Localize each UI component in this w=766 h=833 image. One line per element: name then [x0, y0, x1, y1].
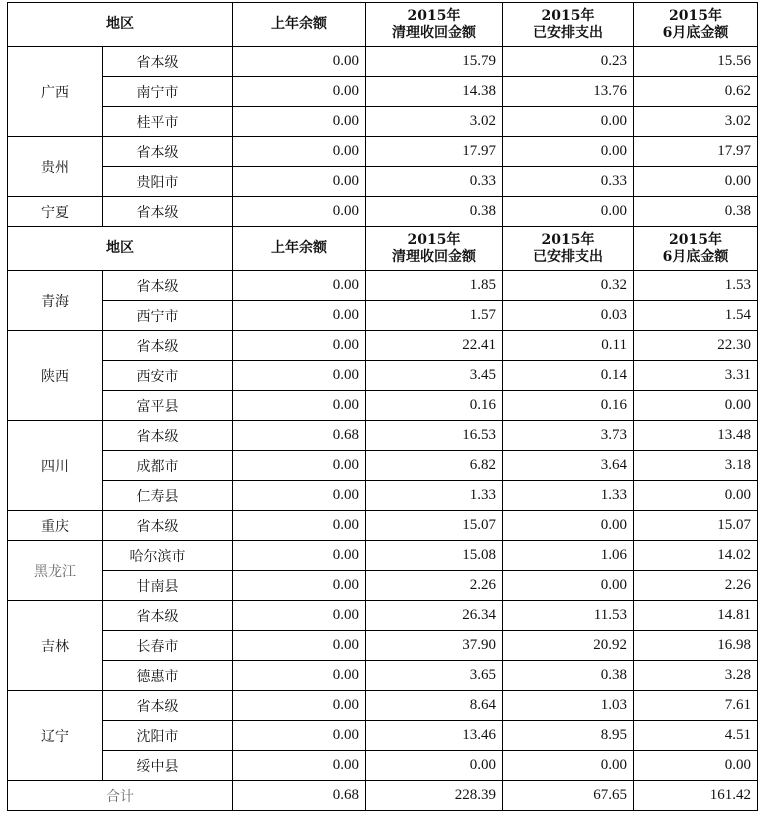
sub-region-cell: 哈尔滨市 — [103, 541, 233, 571]
june-balance-cell: 1.53 — [634, 271, 758, 301]
june-balance-cell: 13.48 — [634, 421, 758, 451]
table-row — [8, 301, 758, 331]
june-balance-cell: 7.61 — [634, 691, 758, 721]
prev-balance-cell: 0.00 — [233, 137, 366, 167]
header-recovered — [366, 227, 503, 271]
prev-balance-cell: 0.00 — [233, 361, 366, 391]
sub-region-cell: 沈阳市 — [103, 721, 233, 751]
region-cell: 宁夏 — [8, 197, 103, 227]
recovered-cell: 0.38 — [366, 197, 503, 227]
header-june-balance — [634, 227, 758, 271]
arranged-cell: 0.00 — [503, 751, 634, 781]
sub-region-cell: 省本级 — [103, 511, 233, 541]
header-prev-balance: 上年余额 — [233, 3, 366, 47]
sub-region-cell: 省本级 — [103, 47, 233, 77]
june-balance-cell: 0.00 — [634, 481, 758, 511]
sub-region-cell: 西安市 — [103, 361, 233, 391]
recovered-cell: 0.16 — [366, 391, 503, 421]
june-balance-cell: 2.26 — [634, 571, 758, 601]
header-arranged-label: 已安排支出 — [533, 24, 603, 41]
sub-region-cell: 成都市 — [103, 451, 233, 481]
total-label: 合计 — [8, 781, 233, 811]
table-row — [8, 361, 758, 391]
recovered-cell: 22.41 — [366, 331, 503, 361]
prev-balance-cell: 0.00 — [233, 47, 366, 77]
recovered-cell: 8.64 — [366, 691, 503, 721]
table-row — [8, 631, 758, 661]
header-recovered-year: 2015年 — [407, 7, 461, 24]
region-cell: 四川 — [8, 421, 103, 511]
recovered-cell: 13.46 — [366, 721, 503, 751]
arranged-cell: 0.16 — [503, 391, 634, 421]
sub-region-cell: 甘南县 — [103, 571, 233, 601]
header-recovered-label: 清理收回金额 — [392, 248, 476, 265]
june-balance-cell: 15.56 — [634, 47, 758, 77]
arranged-cell: 0.32 — [503, 271, 634, 301]
june-balance-cell: 17.97 — [634, 137, 758, 167]
table-row — [8, 721, 758, 751]
june-balance-cell: 0.00 — [634, 751, 758, 781]
header-arranged-year: 2015年 — [541, 7, 595, 24]
header-recovered-label: 清理收回金额 — [392, 24, 476, 41]
region-cell: 陕西 — [8, 331, 103, 421]
sub-region-cell: 桂平市 — [103, 107, 233, 137]
prev-balance-cell: 0.00 — [233, 751, 366, 781]
prev-balance-cell: 0.00 — [233, 301, 366, 331]
arranged-cell: 0.23 — [503, 47, 634, 77]
recovered-cell: 14.38 — [366, 77, 503, 107]
prev-balance-cell: 0.00 — [233, 167, 366, 197]
table-row — [8, 331, 758, 361]
june-balance-cell: 15.07 — [634, 511, 758, 541]
june-balance-cell: 3.28 — [634, 661, 758, 691]
prev-balance-cell: 0.00 — [233, 511, 366, 541]
arranged-cell: 0.00 — [503, 571, 634, 601]
table-row — [8, 47, 758, 77]
funds-table-body — [8, 3, 758, 811]
table-row — [8, 451, 758, 481]
recovered-cell: 1.57 — [366, 301, 503, 331]
recovered-cell: 3.65 — [366, 661, 503, 691]
table-row — [8, 481, 758, 511]
prev-balance-cell: 0.00 — [233, 691, 366, 721]
table-row — [8, 77, 758, 107]
header-recovered-year: 2015年 — [407, 231, 461, 248]
region-cell: 辽宁 — [8, 691, 103, 781]
region-cell: 青海 — [8, 271, 103, 331]
table-row — [8, 691, 758, 721]
prev-balance-cell: 0.00 — [233, 391, 366, 421]
sub-region-cell: 省本级 — [103, 197, 233, 227]
june-balance-cell: 4.51 — [634, 721, 758, 751]
sub-region-cell: 绥中县 — [103, 751, 233, 781]
prev-balance-cell: 0.00 — [233, 331, 366, 361]
header-arranged-label: 已安排支出 — [533, 248, 603, 265]
table-row — [8, 601, 758, 631]
recovered-cell: 26.34 — [366, 601, 503, 631]
recovered-cell: 15.07 — [366, 511, 503, 541]
recovered-cell: 2.26 — [366, 571, 503, 601]
arranged-cell: 13.76 — [503, 77, 634, 107]
arranged-cell: 11.53 — [503, 601, 634, 631]
arranged-cell: 8.95 — [503, 721, 634, 751]
header-row — [8, 227, 758, 271]
sub-region-cell: 省本级 — [103, 331, 233, 361]
prev-balance-cell: 0.00 — [233, 601, 366, 631]
sub-region-cell: 仁寿县 — [103, 481, 233, 511]
table-row — [8, 541, 758, 571]
total-row — [8, 781, 758, 811]
june-balance-cell: 22.30 — [634, 331, 758, 361]
recovered-cell: 15.79 — [366, 47, 503, 77]
sub-region-cell: 富平县 — [103, 391, 233, 421]
total-prev-balance: 0.68 — [233, 781, 366, 811]
arranged-cell: 0.00 — [503, 137, 634, 167]
sub-region-cell: 德惠市 — [103, 661, 233, 691]
funds-table — [7, 2, 758, 811]
june-balance-cell: 14.02 — [634, 541, 758, 571]
sub-region-cell: 西宁市 — [103, 301, 233, 331]
header-arranged — [503, 227, 634, 271]
table-row — [8, 197, 758, 227]
june-balance-cell: 3.02 — [634, 107, 758, 137]
sub-region-cell: 省本级 — [103, 137, 233, 167]
recovered-cell: 6.82 — [366, 451, 503, 481]
prev-balance-cell: 0.00 — [233, 77, 366, 107]
arranged-cell: 0.00 — [503, 107, 634, 137]
prev-balance-cell: 0.00 — [233, 571, 366, 601]
june-balance-cell: 0.62 — [634, 77, 758, 107]
prev-balance-cell: 0.00 — [233, 107, 366, 137]
header-arranged-year: 2015年 — [541, 231, 595, 248]
arranged-cell: 0.03 — [503, 301, 634, 331]
recovered-cell: 1.85 — [366, 271, 503, 301]
total-arranged: 67.65 — [503, 781, 634, 811]
arranged-cell: 3.73 — [503, 421, 634, 451]
table-row — [8, 751, 758, 781]
prev-balance-cell: 0.00 — [233, 481, 366, 511]
arranged-cell: 20.92 — [503, 631, 634, 661]
region-cell: 贵州 — [8, 137, 103, 197]
prev-balance-cell: 0.00 — [233, 631, 366, 661]
june-balance-cell: 0.38 — [634, 197, 758, 227]
recovered-cell: 15.08 — [366, 541, 503, 571]
header-prev-balance: 上年余额 — [233, 227, 366, 271]
june-balance-cell: 14.81 — [634, 601, 758, 631]
header-row — [8, 3, 758, 47]
arranged-cell: 1.33 — [503, 481, 634, 511]
header-june-balance-year: 2015年 — [669, 7, 722, 24]
june-balance-cell: 3.31 — [634, 361, 758, 391]
arranged-cell: 1.03 — [503, 691, 634, 721]
prev-balance-cell: 0.00 — [233, 197, 366, 227]
june-balance-cell: 16.98 — [634, 631, 758, 661]
arranged-cell: 0.00 — [503, 197, 634, 227]
table-row — [8, 571, 758, 601]
table-row — [8, 421, 758, 451]
region-cell: 重庆 — [8, 511, 103, 541]
arranged-cell: 3.64 — [503, 451, 634, 481]
recovered-cell: 0.33 — [366, 167, 503, 197]
arranged-cell: 0.38 — [503, 661, 634, 691]
prev-balance-cell: 0.68 — [233, 421, 366, 451]
recovered-cell: 3.02 — [366, 107, 503, 137]
sub-region-cell: 贵阳市 — [103, 167, 233, 197]
sub-region-cell: 长春市 — [103, 631, 233, 661]
prev-balance-cell: 0.00 — [233, 271, 366, 301]
recovered-cell: 16.53 — [366, 421, 503, 451]
header-june-balance-label: 6月底金额 — [662, 24, 729, 41]
table-row — [8, 137, 758, 167]
table-row — [8, 167, 758, 197]
prev-balance-cell: 0.00 — [233, 661, 366, 691]
arranged-cell: 0.14 — [503, 361, 634, 391]
prev-balance-cell: 0.00 — [233, 721, 366, 751]
arranged-cell: 0.11 — [503, 331, 634, 361]
region-cell: 黑龙江 — [8, 541, 103, 601]
recovered-cell: 0.00 — [366, 751, 503, 781]
prev-balance-cell: 0.00 — [233, 451, 366, 481]
prev-balance-cell: 0.00 — [233, 541, 366, 571]
header-region: 地区 — [8, 227, 233, 271]
recovered-cell: 17.97 — [366, 137, 503, 167]
sub-region-cell: 省本级 — [103, 691, 233, 721]
sub-region-cell: 省本级 — [103, 271, 233, 301]
june-balance-cell: 1.54 — [634, 301, 758, 331]
june-balance-cell: 0.00 — [634, 167, 758, 197]
total-recovered: 228.39 — [366, 781, 503, 811]
arranged-cell: 0.00 — [503, 511, 634, 541]
region-cell: 广西 — [8, 47, 103, 137]
header-arranged — [503, 3, 634, 47]
june-balance-cell: 3.18 — [634, 451, 758, 481]
sub-region-cell: 省本级 — [103, 601, 233, 631]
june-balance-cell: 0.00 — [634, 391, 758, 421]
table-row — [8, 107, 758, 137]
sub-region-cell: 南宁市 — [103, 77, 233, 107]
table-row — [8, 661, 758, 691]
arranged-cell: 0.33 — [503, 167, 634, 197]
recovered-cell: 37.90 — [366, 631, 503, 661]
header-region: 地区 — [8, 3, 233, 47]
sub-region-cell: 省本级 — [103, 421, 233, 451]
header-june-balance-label: 6月底金额 — [662, 248, 729, 265]
header-june-balance — [634, 3, 758, 47]
header-recovered — [366, 3, 503, 47]
header-june-balance-year: 2015年 — [669, 231, 722, 248]
table-row — [8, 511, 758, 541]
recovered-cell: 3.45 — [366, 361, 503, 391]
table-row — [8, 391, 758, 421]
region-cell: 吉林 — [8, 601, 103, 691]
total-june-balance: 161.42 — [634, 781, 758, 811]
table-row — [8, 271, 758, 301]
arranged-cell: 1.06 — [503, 541, 634, 571]
recovered-cell: 1.33 — [366, 481, 503, 511]
